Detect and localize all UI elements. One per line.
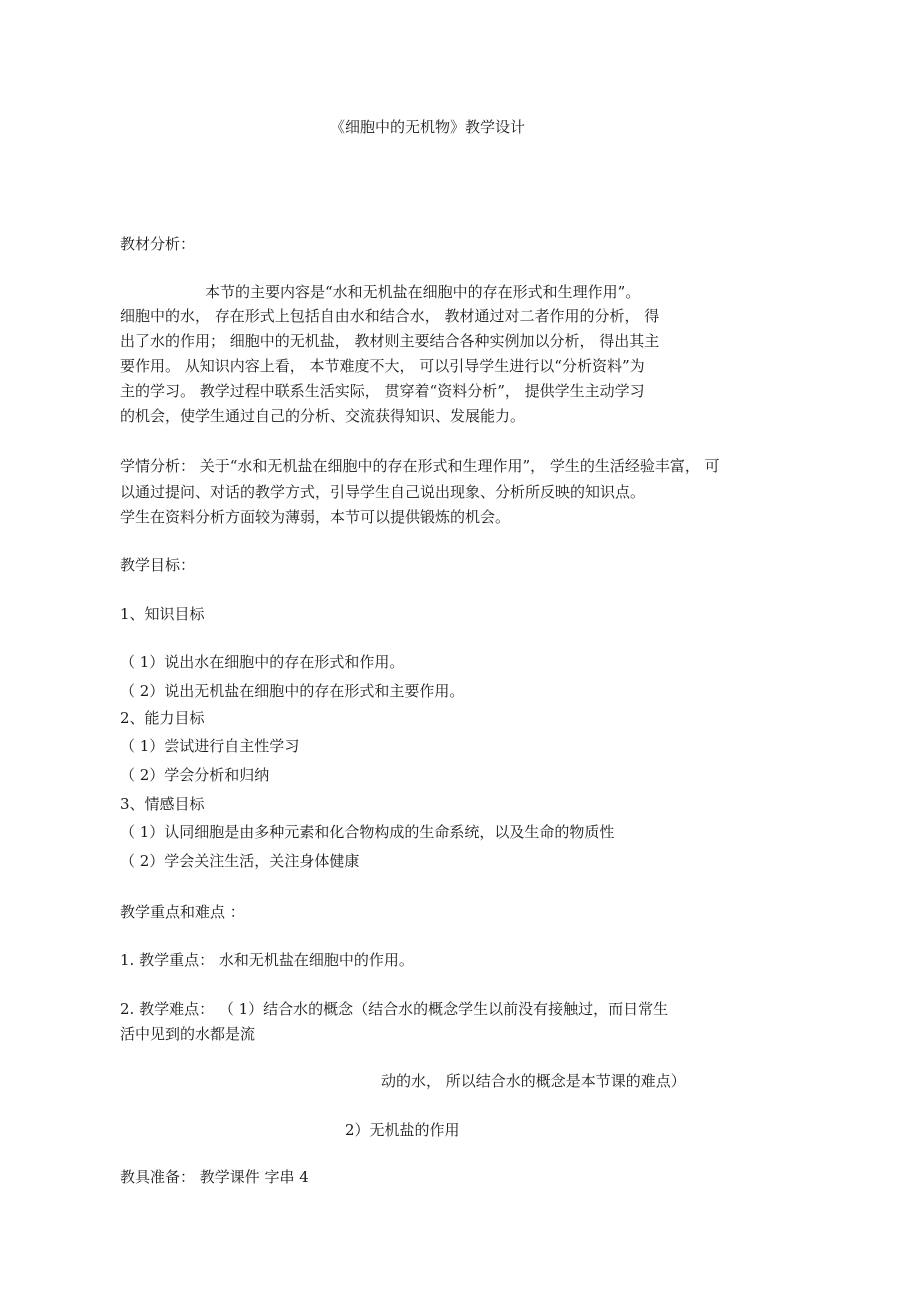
objective-item: （ 1）尝试进行自主性学习 bbox=[120, 737, 300, 755]
paragraph-line: 主的学习。 教学过程中联系生活实际， 贯穿着“资料分析”， 提供学生主动学习 bbox=[120, 382, 645, 400]
student-analysis-line: 以通过提问、对话的教学方式，引导学生自己说出现象、分析所反映的知识点。 bbox=[120, 483, 646, 501]
objective-item: （ 2）说出无机盐在细胞中的存在形式和主要作用。 bbox=[120, 682, 465, 700]
teaching-difficulty-line: 动的水， 所以结合水的概念是本节课的难点） bbox=[381, 1072, 686, 1090]
paragraph-line: 的机会，使学生通过自己的分析、交流获得知识、发展能力。 bbox=[120, 407, 526, 425]
emotion-objective-heading: 3、情感目标 bbox=[120, 795, 205, 813]
paragraph-line: 要作用。 从知识内容上看， 本节难度不大， 可以引导学生进行以“分析资料”为 bbox=[120, 357, 645, 375]
objective-item: （ 1）说出水在细胞中的存在形式和作用。 bbox=[120, 653, 405, 671]
teaching-difficulty-line: 2）无机盐的作用 bbox=[345, 1121, 460, 1139]
teaching-difficulty-line: 2. 教学难点： （ 1）结合水的概念（结合水的概念学生以前没有接触过，而日常生 bbox=[120, 1000, 669, 1018]
document-title: 《细胞中的无机物》教学设计 bbox=[330, 118, 526, 136]
material-analysis-heading: 教材分析： bbox=[120, 235, 196, 253]
objective-item: （ 1）认同细胞是由多种元素和化合物构成的生命系统，以及生命的物质性 bbox=[120, 823, 615, 841]
paragraph-line: 本节的主要内容是“水和无机盐在细胞中的存在形式和生理作用”。 bbox=[205, 283, 641, 301]
student-analysis-line: 学情分析： 关于“水和无机盐在细胞中的存在形式和生理作用”， 学生的生活经验丰富， 可 bbox=[120, 457, 720, 475]
key-points-heading: 教学重点和难点 ： bbox=[120, 903, 245, 921]
teaching-focus: 1. 教学重点： 水和无机盐在细胞中的作用。 bbox=[120, 951, 414, 969]
objective-item: （ 2）学会关注生活，关注身体健康 bbox=[120, 852, 360, 870]
objective-item: （ 2）学会分析和归纳 bbox=[120, 766, 270, 784]
student-analysis-line: 学生在资料分析方面较为薄弱，本节可以提供锻炼的机会。 bbox=[120, 508, 511, 526]
paragraph-line: 出了水的作用； 细胞中的无机盐， 教材则主要结合各种实例加以分析， 得出其主 bbox=[120, 332, 660, 350]
ability-objective-heading: 2、能力目标 bbox=[120, 709, 205, 727]
paragraph-line: 细胞中的水， 存在形式上包括自由水和结合水， 教材通过对二者作用的分析， 得 bbox=[120, 307, 660, 325]
knowledge-objective-heading: 1、知识目标 bbox=[120, 605, 205, 623]
teaching-tools: 教具准备： 教学课件 字串 4 bbox=[120, 1168, 309, 1186]
objectives-heading: 教学目标： bbox=[120, 556, 196, 574]
teaching-difficulty-line: 活中见到的水都是流 bbox=[120, 1025, 256, 1043]
